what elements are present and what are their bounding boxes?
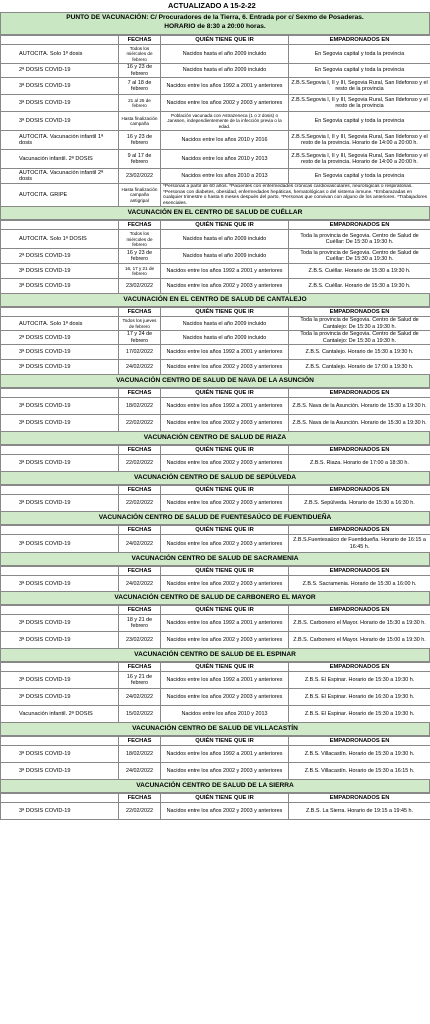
column-header: QUIÉN TIENE QUE IR	[161, 663, 289, 672]
who-should-go: Nacidos hasta el año 2009 incluido	[161, 331, 289, 345]
dose-type: 2ª DOSIS COVID-19	[1, 249, 119, 264]
column-header: EMPADRONADOS EN	[289, 663, 430, 672]
dates: 23/02/2022	[119, 169, 161, 184]
dates: 16, 17 y 21 de febrero	[119, 264, 161, 279]
table-row	[1, 184, 430, 207]
column-header: QUIÉN TIENE QUE IR	[161, 606, 289, 615]
registered-in: En Segovia capital y toda la provincia	[289, 64, 430, 78]
schedule-table	[0, 307, 430, 375]
dose-type: 3ª DOSIS COVID-19	[1, 264, 119, 279]
who-should-go: Nacidos entre los años 1992 a 2001 y anteriores	[161, 746, 289, 763]
column-header	[1, 567, 119, 576]
table-row	[1, 249, 430, 264]
registered-in: En Segovia capital y toda la provincia	[289, 112, 430, 131]
center-header: VACUNACIÓN CENTRO DE SALUD DE SEPÚLVEDA	[0, 472, 430, 485]
column-header-row	[1, 606, 430, 615]
dates: 23/02/2022	[119, 632, 161, 649]
table-row	[1, 131, 430, 150]
dates: Todos los miércoles de febrero	[119, 230, 161, 249]
column-header-row	[1, 446, 430, 455]
dose-type: 3ª DOSIS COVID-19	[1, 632, 119, 649]
center-header: VACUNACIÓN CENTRO DE SALUD DE LA SIERRA	[0, 780, 430, 793]
registered-in: Z.B.S. Sacramenia. Horario de 15:30 a 16:00 h.	[289, 576, 430, 592]
column-header-row	[1, 794, 430, 803]
dates: 7 al 18 de febrero	[119, 78, 161, 95]
dates: 24/02/2022	[119, 763, 161, 780]
table-row	[1, 64, 430, 78]
dates: Todos los jueves de febrero	[119, 317, 161, 331]
table-row	[1, 632, 430, 649]
column-header-row	[1, 567, 430, 576]
registered-in: Toda la provincia de Segovia. Centro de Salud de Cantalejo: De 15:30 a 19:30 h.	[289, 331, 430, 345]
dates: 24/02/2022	[119, 360, 161, 375]
column-header: FECHAS	[119, 526, 161, 535]
registered-in: Z.B.S. Nava de la Asunción. Horario de 15:30 a 19:30 h.	[289, 398, 430, 415]
table-row	[1, 746, 430, 763]
who-should-go: Nacidos entre los años 2002 y 2003 y anteriores	[161, 415, 289, 432]
column-header	[1, 446, 119, 455]
center-header: VACUNACIÓN CENTRO DE SALUD DE RIAZA	[0, 432, 430, 445]
who-should-go: Nacidos entre los años 1992 a 2001 y anteriores	[161, 345, 289, 360]
who-should-go: Nacidos entre los años 2002 y 2003 y anteriores	[161, 455, 289, 472]
who-should-go: Nacidos entre los años 2002 y 2003 y anteriores	[161, 689, 289, 706]
dates: 22/02/2022	[119, 495, 161, 512]
table-row	[1, 112, 430, 131]
schedule-table	[0, 605, 430, 649]
vaccination-point-hours: HORARIO de 8:30 a 20:00 horas.	[164, 22, 266, 30]
column-header: QUIÉN TIENE QUE IR	[161, 36, 289, 45]
registered-in: Z.B.S.Fuentesaúco de Fuentidueña. Horario de 16:15 a 16:45 h.	[289, 535, 430, 553]
who-should-go: Nacidos hasta el año 2009 incluido	[161, 45, 289, 64]
registered-in: Z.B.S. Sepúlveda. Horario de 15:30 a 16:30 h.	[289, 495, 430, 512]
dates: 9 al 17 de febrero	[119, 150, 161, 169]
table-row	[1, 230, 430, 249]
dose-type: 3ª DOSIS COVID-19	[1, 112, 119, 131]
who-should-go: Nacidos entre los años 2010 y 2013	[161, 150, 289, 169]
registered-in: Z.B.S. El Espinar. Horario de 16:30 a 19:30 h.	[289, 689, 430, 706]
dose-type: 3ª DOSIS COVID-19	[1, 279, 119, 294]
who-should-go: Nacidos entre los años 2010 y 2013	[161, 706, 289, 723]
who-should-go: Nacidos entre los años 1992 a 2001 y anteriores	[161, 78, 289, 95]
dose-type: AUTOCITA. GRIPE	[1, 184, 119, 207]
dose-type: 3ª DOSIS COVID-19	[1, 345, 119, 360]
who-should-go: Nacidos entre los años 2002 y 2003 y anteriores	[161, 279, 289, 294]
dates: 16 y 23 de febrero	[119, 64, 161, 78]
schedule-table	[0, 35, 430, 207]
eligibility-note: *Personas a partir de 60 años. *Pacientes con enfermedades crónicas cardiovasculares, neurológicas o respiratorias. *Personas con diabetes, obesidad, enfermedades hepáticas, hematológicas o del sistema inmune. *Embarazadas en cualquier trimestre o hasta 6 meses después del parto. *Personas que convivan con alguno de los anteriores. *Trabajadores esenciales.	[161, 184, 430, 207]
column-header	[1, 389, 119, 398]
dose-type: 3ª DOSIS COVID-19	[1, 95, 119, 112]
column-header: EMPADRONADOS EN	[289, 526, 430, 535]
table-row	[1, 279, 430, 294]
who-should-go: Nacidos hasta el año 2009 incluido	[161, 64, 289, 78]
table-row	[1, 615, 430, 632]
who-should-go: Nacidos entre los años 2002 y 2003 y anteriores	[161, 763, 289, 780]
dates: Hasta finalización campaña	[119, 112, 161, 131]
center-header: VACUNACIÓN CENTRO DE SALUD DE EL ESPINAR	[0, 649, 430, 662]
column-header-row	[1, 663, 430, 672]
schedule-table	[0, 445, 430, 472]
table-row	[1, 345, 430, 360]
column-header: EMPADRONADOS EN	[289, 567, 430, 576]
dose-type: 3ª DOSIS COVID-19	[1, 689, 119, 706]
center-header: VACUNACIÓN EN EL CENTRO DE SALUD DE CUÉLLAR	[0, 207, 430, 220]
dose-type: 3ª DOSIS COVID-19	[1, 672, 119, 689]
table-row	[1, 95, 430, 112]
dose-type: AUTOCITA. Vacunación infantil 2ª dosis	[1, 169, 119, 184]
registered-in: Z.B.S. Villacastín. Horario de 15:30 a 19:30 h.	[289, 746, 430, 763]
column-header	[1, 606, 119, 615]
column-header: EMPADRONADOS EN	[289, 446, 430, 455]
dose-type: 3ª DOSIS COVID-19	[1, 763, 119, 780]
table-row	[1, 455, 430, 472]
dates: Todos los miércoles de febrero	[119, 45, 161, 64]
column-header-row	[1, 486, 430, 495]
dates: 22/02/2022	[119, 803, 161, 820]
who-should-go: Nacidos entre los años 1992 a 2001 y anteriores	[161, 398, 289, 415]
registered-in: Toda la provincia de Segovia. Centro de Salud de Cuéllar: De 15:30 a 19:30 h.	[289, 249, 430, 264]
schedule-table	[0, 736, 430, 780]
dates: 18/02/2022	[119, 398, 161, 415]
dose-type: 3ª DOSIS COVID-19	[1, 360, 119, 375]
who-should-go: Nacidos entre los años 1992 a 2001 y anteriores	[161, 615, 289, 632]
registered-in: Z.B.S.Segovia I, II y III, Segovia Rural, San Ildefonso y el resto de la provincia	[289, 95, 430, 112]
dates: 16 y 23 de febrero	[119, 131, 161, 150]
who-should-go: Nacidos entre los años 1992 a 2001 y anteriores	[161, 264, 289, 279]
table-row	[1, 360, 430, 375]
who-should-go: Nacidos entre los años 2010 a 2013	[161, 169, 289, 184]
who-should-go: Nacidos entre los años 2002 y 2003 y anteriores	[161, 360, 289, 375]
registered-in: Z.B.S.Segovia I, II y III, Segovia Rural, San Ildefonso y el resto de la provincia. Horario de 14:00 a 20:00 h.	[289, 150, 430, 169]
registered-in: Z.B.S. Cuéllar. Horario de 15:30 a 19:30 h.	[289, 279, 430, 294]
dose-type: 3ª DOSIS COVID-19	[1, 455, 119, 472]
column-header: FECHAS	[119, 606, 161, 615]
dose-type: 3ª DOSIS COVID-19	[1, 615, 119, 632]
schedule-table	[0, 485, 430, 512]
who-should-go: Nacidos entre los años 1992 a 2001 y anteriores	[161, 672, 289, 689]
registered-in: Z.B.S.Segovia I, II y III, Segovia Rural, San Ildefonso y el resto de la provincia	[289, 78, 430, 95]
column-header: FECHAS	[119, 794, 161, 803]
who-should-go: Nacidos hasta el año 2009 incluido	[161, 230, 289, 249]
registered-in: Z.B.S. Carbonero el Mayor. Horario de 15:30 a 19:30 h.	[289, 615, 430, 632]
column-header: QUIÉN TIENE QUE IR	[161, 446, 289, 455]
table-row	[1, 672, 430, 689]
column-header: EMPADRONADOS EN	[289, 794, 430, 803]
registered-in: En Segovia capital y toda la provincia	[289, 169, 430, 184]
table-row	[1, 264, 430, 279]
table-row	[1, 169, 430, 184]
column-header: EMPADRONADOS EN	[289, 486, 430, 495]
table-row	[1, 45, 430, 64]
table-row	[1, 78, 430, 95]
dates: 24/02/2022	[119, 576, 161, 592]
registered-in: Z.B.S. La Sierra. Horario de 19:15 a 19:45 h.	[289, 803, 430, 820]
registered-in: Z.B.S. El Espinar. Horario de 15:30 a 19:30 h.	[289, 672, 430, 689]
column-header: QUIÉN TIENE QUE IR	[161, 794, 289, 803]
schedule-table	[0, 220, 430, 294]
who-should-go: Nacidos hasta el año 2009 incluido	[161, 317, 289, 331]
column-header	[1, 794, 119, 803]
table-row	[1, 535, 430, 553]
who-should-go: Nacidos entre los años 2002 y 2003 y anteriores	[161, 535, 289, 553]
dose-type: AUTOCITA. Solo 1ª DOSIS	[1, 230, 119, 249]
dose-type: 3ª DOSIS COVID-19	[1, 535, 119, 553]
registered-in: Z.B.S. Riaza. Horario de 17:00 a 18:30 h.	[289, 455, 430, 472]
schedule-table	[0, 662, 430, 723]
center-header: VACUNACIÓN EN EL CENTRO DE SALUD DE CANTALEJO	[0, 294, 430, 307]
dates: 24/02/2022	[119, 535, 161, 553]
who-should-go: Nacidos entre los años 2002 y 2003 y anteriores	[161, 576, 289, 592]
registered-in: Z.B.S. Cuéllar. Horario de 15:30 a 19:30 h.	[289, 264, 430, 279]
vaccination-point-address: PUNTO DE VACUNACIÓN: C/ Procuradores de la Tierra, 6. Entrada por c/ Sexmo de Posaderas.	[66, 14, 364, 21]
column-header: QUIÉN TIENE QUE IR	[161, 567, 289, 576]
sections-container	[0, 35, 430, 820]
column-header: EMPADRONADOS EN	[289, 36, 430, 45]
registered-in: Toda la provincia de Segovia. Centro de Salud de Cantalejo: De 15:30 a 19:30 h.	[289, 317, 430, 331]
column-header-row	[1, 308, 430, 317]
column-header: EMPADRONADOS EN	[289, 389, 430, 398]
column-header: FECHAS	[119, 389, 161, 398]
registered-in: Z.B.S. Cantalejo. Horario de 17:00 a 19:30 h.	[289, 360, 430, 375]
column-header	[1, 526, 119, 535]
column-header-row	[1, 526, 430, 535]
column-header: EMPADRONADOS EN	[289, 308, 430, 317]
vaccination-point-header	[0, 13, 430, 35]
column-header: QUIÉN TIENE QUE IR	[161, 389, 289, 398]
column-header: QUIÉN TIENE QUE IR	[161, 526, 289, 535]
center-header: VACUNACIÓN CENTRO DE SALUD DE CARBONERO EL MAYOR	[0, 592, 430, 605]
dates: 17/02/2022	[119, 345, 161, 360]
table-row	[1, 317, 430, 331]
table-row	[1, 706, 430, 723]
column-header: QUIÉN TIENE QUE IR	[161, 221, 289, 230]
column-header: EMPADRONADOS EN	[289, 737, 430, 746]
dose-type: 2ª DOSIS COVID-19	[1, 331, 119, 345]
column-header-row	[1, 221, 430, 230]
column-header: EMPADRONADOS EN	[289, 606, 430, 615]
column-header	[1, 308, 119, 317]
column-header-row	[1, 36, 430, 45]
dates: 18 y 21 de febrero	[119, 615, 161, 632]
column-header: QUIÉN TIENE QUE IR	[161, 308, 289, 317]
dose-type: AUTOCITA. Vacunación infantil 1ª dosis	[1, 131, 119, 150]
dose-type: 3ª DOSIS COVID-19	[1, 495, 119, 512]
who-should-go: Nacidos entre los años 2002 y 2003 y anteriores	[161, 495, 289, 512]
dates: 23/02/2022	[119, 279, 161, 294]
schedule-table	[0, 566, 430, 592]
who-should-go: Nacidos hasta el año 2009 incluido	[161, 249, 289, 264]
schedule-table	[0, 388, 430, 432]
center-header: VACUNACIÓN CENTRO DE SALUD DE FUENTESAÚCO DE FUENTIDUEÑA	[0, 512, 430, 525]
column-header-row	[1, 737, 430, 746]
who-should-go: Nacidos entre los años 2010 y 2016	[161, 131, 289, 150]
center-header: VACUNACIÓN CENTRO DE SALUD DE VILLACASTÍN	[0, 723, 430, 736]
column-header	[1, 737, 119, 746]
column-header	[1, 486, 119, 495]
column-header: FECHAS	[119, 36, 161, 45]
column-header: QUIÉN TIENE QUE IR	[161, 737, 289, 746]
schedule-table	[0, 525, 430, 553]
dose-type: Vacunación infantil. 2ª DOSIS	[1, 150, 119, 169]
center-header: VACUNACIÓN CENTRO DE SALUD DE SACRAMENIA	[0, 553, 430, 566]
table-row	[1, 331, 430, 345]
table-row	[1, 763, 430, 780]
column-header: FECHAS	[119, 486, 161, 495]
dates: 22/02/2022	[119, 415, 161, 432]
table-row	[1, 398, 430, 415]
dates: 21 al 25 de febrero	[119, 95, 161, 112]
registered-in: Z.B.S. Villacastín. Horario de 15:30 a 16:15 h.	[289, 763, 430, 780]
column-header: FECHAS	[119, 221, 161, 230]
registered-in: Toda la provincia de Segovia. Centro de Salud de Cuéllar: De 15:30 a 19:30 h.	[289, 230, 430, 249]
dose-type: Vacunación infantil. 2ª DOSIS	[1, 706, 119, 723]
column-header: FECHAS	[119, 737, 161, 746]
column-header	[1, 221, 119, 230]
dates: 22/02/2022	[119, 455, 161, 472]
dose-type: AUTOCITA. Solo 1ª dosis	[1, 45, 119, 64]
dose-type: 2ª DOSIS COVID-19	[1, 64, 119, 78]
table-row	[1, 150, 430, 169]
registered-in: Z.B.S. Nava de la Asunción. Horario de 15:30 a 19:30 h.	[289, 415, 430, 432]
center-header: VACUNACIÓN CENTRO DE SALUD DE NAVA DE LA ASUNCIÓN	[0, 375, 430, 388]
dose-type: 3ª DOSIS COVID-19	[1, 415, 119, 432]
dose-type: 3ª DOSIS COVID-19	[1, 746, 119, 763]
who-should-go: Nacidos entre los años 2002 y 2003 y anteriores	[161, 95, 289, 112]
table-row	[1, 576, 430, 592]
table-row	[1, 803, 430, 820]
column-header: FECHAS	[119, 308, 161, 317]
registered-in: En Segovia capital y toda la provincia	[289, 45, 430, 64]
dose-type: 3ª DOSIS COVID-19	[1, 576, 119, 592]
registered-in: Z.B.S. Carbonero el Mayor. Horario de 15:00 a 19:30 h.	[289, 632, 430, 649]
registered-in: Z.B.S.Segovia I, II y III, Segovia Rural, San Ildefonso y el resto de la provincia. Horario de 14:00 a 20:00 h.	[289, 131, 430, 150]
who-should-go: Nacidos entre los años 2002 y 2003 y anteriores	[161, 803, 289, 820]
registered-in: Z.B.S. Cantalejo. Horario de 15:30 a 19:30 h.	[289, 345, 430, 360]
dose-type: AUTOCITA. Solo 1ª dosis	[1, 317, 119, 331]
dose-type: 3ª DOSIS COVID-19	[1, 398, 119, 415]
column-header	[1, 36, 119, 45]
column-header: FECHAS	[119, 446, 161, 455]
column-header: EMPADRONADOS EN	[289, 221, 430, 230]
who-should-go: Nacidos entre los años 2002 y 2003 y anteriores	[161, 632, 289, 649]
dates: 18/02/2022	[119, 746, 161, 763]
column-header: FECHAS	[119, 663, 161, 672]
table-row	[1, 415, 430, 432]
column-header: FECHAS	[119, 567, 161, 576]
registered-in: Z.B.S. El Espinar. Horario de 15:30 a 19:30 h.	[289, 706, 430, 723]
dates: 16 y 23 de febrero	[119, 249, 161, 264]
dose-type: 3ª DOSIS COVID-19	[1, 803, 119, 820]
column-header-row	[1, 389, 430, 398]
dates: 17 y 24 de febrero	[119, 331, 161, 345]
dates: 24/02/2022	[119, 689, 161, 706]
column-header: QUIÉN TIENE QUE IR	[161, 486, 289, 495]
dates: Hasta finalización campaña antigripal	[119, 184, 161, 207]
column-header	[1, 663, 119, 672]
page-title: ACTUALIZADO A 15-2-22	[0, 0, 430, 13]
schedule-table	[0, 793, 430, 820]
dates: 16 y 21 de febrero	[119, 672, 161, 689]
table-row	[1, 689, 430, 706]
who-should-go: Población vacunada con Astrazeneca (1 o 2 dosis) o Janssen, independientemente de la infección previa o la edad.	[161, 112, 289, 131]
dates: 15/02/2022	[119, 706, 161, 723]
table-row	[1, 495, 430, 512]
dose-type: 3ª DOSIS COVID-19	[1, 78, 119, 95]
